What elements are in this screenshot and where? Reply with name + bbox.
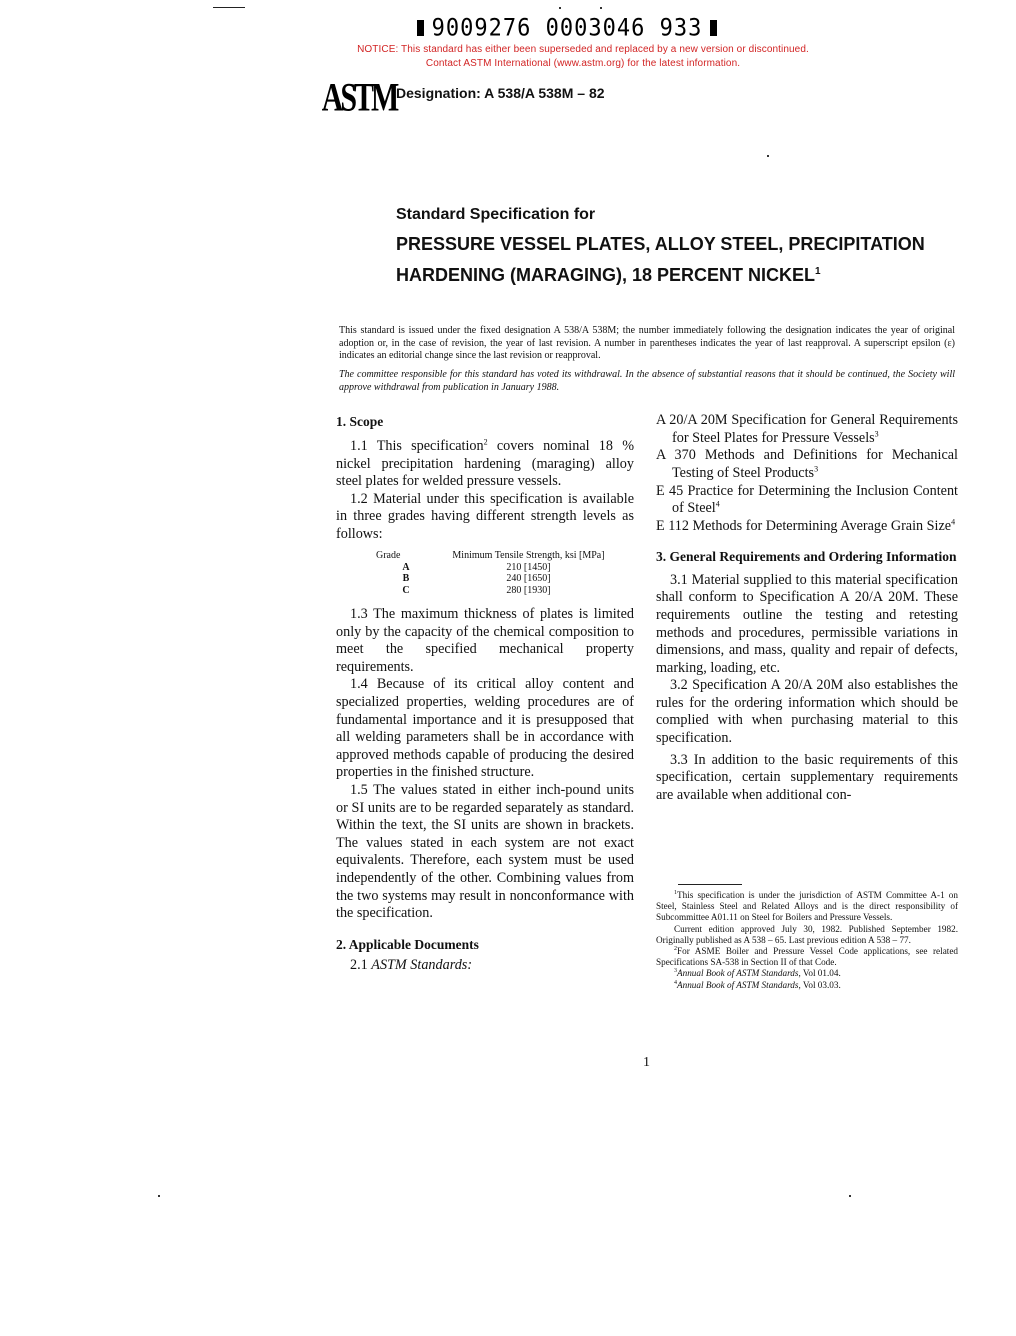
list-item xyxy=(656,447,958,482)
footnote-rule xyxy=(678,884,742,885)
grade-table xyxy=(376,550,621,597)
footnote-book-title: Annual Book of ASTM Standards xyxy=(677,968,799,979)
grade-cell: A xyxy=(402,561,410,573)
paragraph-2-1-text: ASTM Standards: xyxy=(371,956,473,973)
table-row xyxy=(376,562,621,574)
footnote-ref-2: 2 xyxy=(483,437,488,447)
footnote-text: This specification is under the jurisdiction of ASTM Committee A-1 on Steel, Stainless Steel and Related Alloys and is the direct responsibility of Subcommittee A01.11 on Steel for Boilers and Pressure Vessels. xyxy=(656,890,958,923)
grade-cell: C xyxy=(402,584,410,596)
footnote-volume: , Vol 01.04. xyxy=(798,968,841,979)
astm-logo xyxy=(321,74,397,120)
reference-text: E 112 Methods for Determining Average Grain Size xyxy=(656,518,952,535)
notice-line-1: NOTICE: This standard has either been superseded and replaced by a new version or discontinued. xyxy=(357,44,809,55)
notice-line-2: Contact ASTM International (www.astm.org) for the latest information. xyxy=(425,58,741,69)
footnote-1-edition: Current edition approved July 30, 1982. Published September 1982. Originally published as A 538 – 65. Last previous edition A 538 – 77. xyxy=(656,923,958,945)
title-prefix: Standard Specification for xyxy=(396,206,596,223)
reference-text: A 370 Methods and Definitions for Mechanical Testing of Steel Products xyxy=(656,447,958,481)
table-row xyxy=(376,585,621,597)
paragraph-1-1 xyxy=(336,438,634,491)
section-heading-scope: 1. Scope xyxy=(336,414,384,429)
strength-cell: 240 [1650] xyxy=(506,573,551,585)
document-code-line xyxy=(417,14,717,42)
main-title-text: PRESSURE VESSEL PLATES, ALLOY STEEL, PRECIPITATION HARDENING (MARAGING), 18 PERCENT NICKEL xyxy=(396,234,925,285)
section-heading-general-requirements: 3. General Requirements and Ordering Information xyxy=(656,548,957,564)
footnote-text: For ASME Boiler and Pressure Vessel Code applications, see related Specifications SA-538 in Section II of that Code. xyxy=(656,946,958,968)
issuance-note: This standard is issued under the fixed designation A 538/A 538M; the number immediately following the designation indicates the year of original adoption or, in the case of revision, the year of last revision. A number in parentheses indicates the year of last reapproval. A superscript epsilon (ε) indicates an editorial change since the last revision or reapproval. xyxy=(339,325,955,361)
paragraph-2-1-number: 2.1 xyxy=(350,956,372,973)
right-column xyxy=(656,412,958,804)
scan-speck xyxy=(158,1195,160,1197)
paragraph-1-1-start: 1.1 This specification xyxy=(350,438,484,454)
logo-text: ASTM xyxy=(321,74,397,120)
grade-cell: B xyxy=(402,573,410,585)
footnote-mark: 1 xyxy=(674,889,677,896)
footnote-mark: 2 xyxy=(674,945,677,952)
col-header-strength: Minimum Tensile Strength, ksi [MPa] xyxy=(452,549,605,561)
strength-cell: 280 [1930] xyxy=(506,584,551,596)
footnote-3 xyxy=(656,968,958,979)
title-footnote-mark: 1 xyxy=(815,266,821,277)
list-item xyxy=(656,518,958,536)
reference-list xyxy=(656,412,958,536)
table-row xyxy=(376,573,621,585)
scan-speck xyxy=(767,155,769,157)
top-rule xyxy=(213,7,245,8)
scan-speck xyxy=(600,7,602,9)
strength-cell: 210 [1450] xyxy=(506,561,551,573)
withdrawal-note: The committee responsible for this standard has voted its withdrawal. In the absence of substantial reasons that it should be continued, the Society will approve withdrawal from publication in January 1988. xyxy=(339,369,955,393)
paragraph-1-4: 1.4 Because of its critical alloy content and specialized properties, welding procedures are of fundamental importance and it is presupposed that all welding parameters shall be in accordance with approved methods capable of producing the desired properties in the finished structure. xyxy=(336,676,634,781)
scan-speck xyxy=(849,1195,851,1197)
footnote-2 xyxy=(656,946,958,968)
designation: Designation: A 538/A 538M – 82 xyxy=(396,85,605,101)
list-item xyxy=(656,483,958,518)
main-title xyxy=(396,230,956,289)
paragraph-3-3: 3.3 In addition to the basic requirements of this specification, certain supplementary requirements are available when additional con- xyxy=(656,751,958,803)
page-number: 1 xyxy=(643,1055,650,1070)
paragraph-2-1 xyxy=(336,957,634,975)
paragraph-1-3: 1.3 The maximum thickness of plates is limited only by the capacity of the chemical composition to meet the specified mechanical property requirements. xyxy=(336,606,634,675)
footnote-ref: 3 xyxy=(874,428,879,438)
scan-speck xyxy=(559,7,561,9)
paragraph-3-2: 3.2 Specification A 20/A 20M also establishes the rules for the ordering information which should be complied with when purchasing material to this specification. xyxy=(656,677,958,747)
code-block-right xyxy=(710,20,717,36)
footnote-mark: 3 xyxy=(674,968,677,975)
paragraph-1-5: 1.5 The values stated in either inch-pound units or SI units are to be regarded separately as standard. Within the text, the SI units are shown in brackets. The values stated in each system are not exact equivalents. Therefore, each system must be used independently of the other. Combining values from the two systems may result in nonconformance with the specification. xyxy=(336,782,634,922)
footnote-4 xyxy=(656,980,958,991)
reference-text: A 20/A 20M Specification for General Requirements for Steel Plates for Pressure Vessels xyxy=(656,412,958,446)
col-header-grade: Grade xyxy=(376,549,401,561)
list-item xyxy=(656,412,958,447)
footnote-ref: 4 xyxy=(715,499,720,509)
footnotes xyxy=(656,884,958,991)
footnote-1 xyxy=(656,890,958,924)
footnote-book-title: Annual Book of ASTM Standards xyxy=(677,979,799,990)
left-column xyxy=(336,412,634,974)
paragraph-1-2: 1.2 Material under this specification is available in three grades having different strength levels as follows: xyxy=(336,490,634,542)
footnote-ref: 3 xyxy=(814,464,819,474)
section-heading-applicable-documents: 2. Applicable Documents xyxy=(336,936,479,952)
footnote-mark: 4 xyxy=(674,979,677,986)
footnote-ref: 4 xyxy=(951,517,956,527)
reference-text: E 45 Practice for Determining the Inclusion Content of Steel xyxy=(656,482,958,517)
code-block-left xyxy=(417,20,424,36)
paragraph-1-1-end: covers nominal 18 % nickel precipitation hardening (maraging) alloy steel plates for welded pressure vessels. xyxy=(336,438,635,490)
paragraph-3-1: 3.1 Material supplied to this material specification shall conform to Specification A 20/A 20M. These requirements outline the testing and retesting methods and procedures, permissible variations in dimensions, and mass, quality and repair of defects, marking, loading, etc. xyxy=(656,571,958,676)
document-code: 9009276 0003046 933 xyxy=(431,14,703,42)
footnote-volume: , Vol 03.03. xyxy=(798,979,841,990)
astm-logo-icon xyxy=(321,74,397,120)
